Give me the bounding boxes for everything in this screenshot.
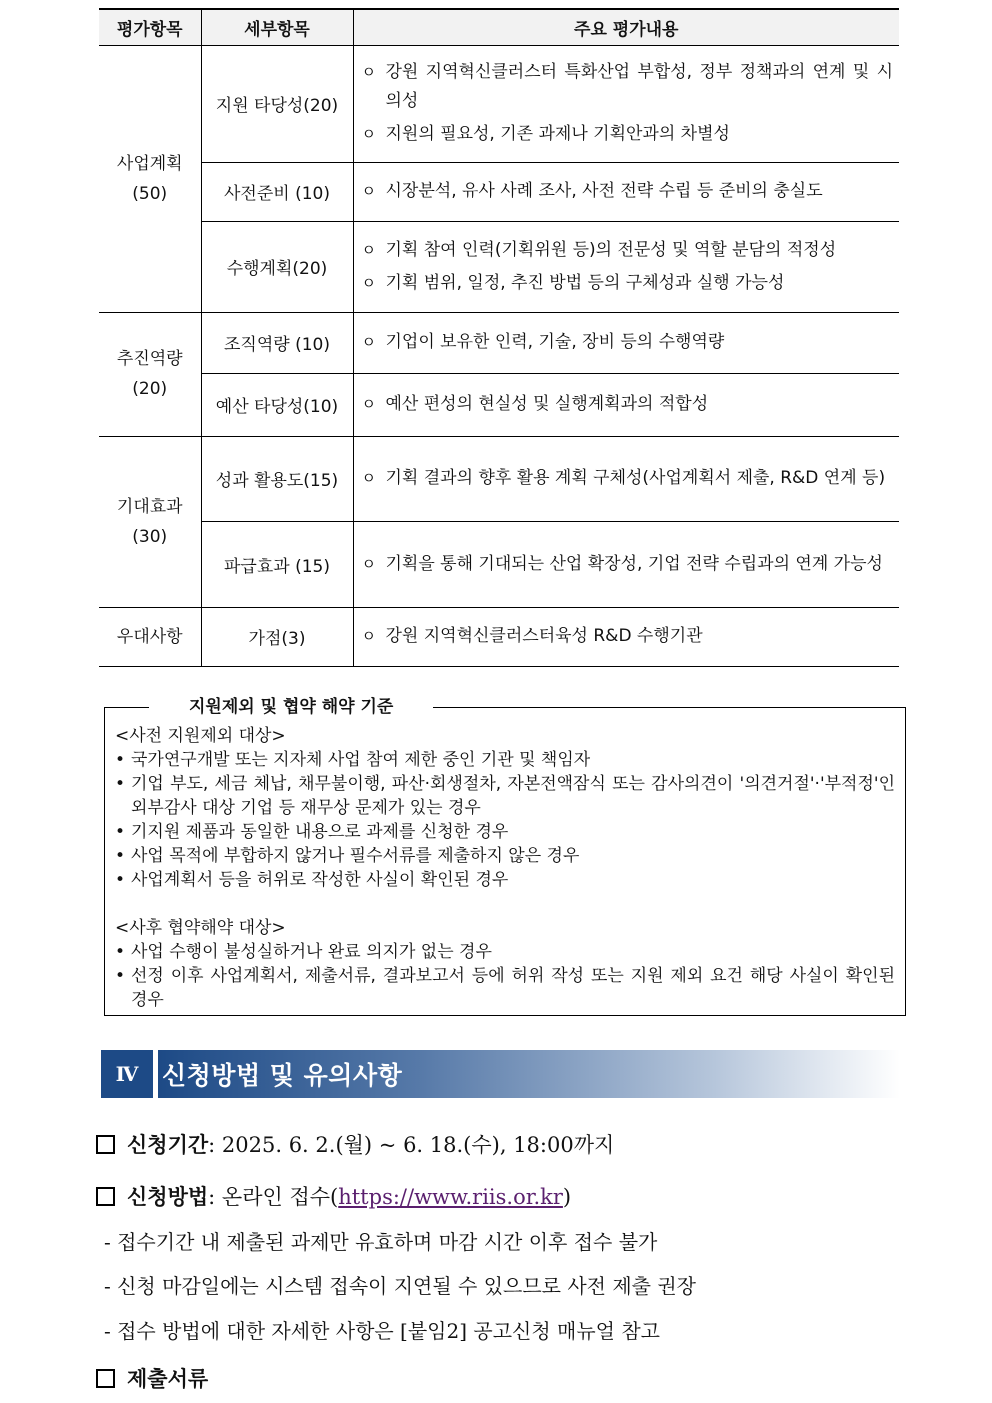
list-item: • 선정 이후 사업계획서, 제출서류, 결과보고서 등에 허위 작성 또는 지원 제외 요건 해당 사실이 확인된 경우 <box>115 966 895 1010</box>
list-item: • 기지원 제품과 동일한 내용으로 과제를 신청한 경우 <box>115 822 509 842</box>
subitem-cell: 예산 타당성(10) <box>201 373 353 436</box>
subitem-cell: 가점(3) <box>201 607 353 666</box>
table-row <box>99 162 899 221</box>
table-row <box>99 436 899 521</box>
content-cell <box>353 312 899 373</box>
category-name: 기대효과 <box>116 496 183 517</box>
bullet-dot-icon: • <box>115 942 126 962</box>
table-header-row <box>99 9 899 45</box>
bullet-dot-icon: • <box>115 774 126 794</box>
content-item: ㅇ 예산 편성의 현실성 및 실행계획과의 적합성 <box>362 390 894 419</box>
subitem-cell: 수행계획(20) <box>201 221 353 312</box>
bullet-icon: ㅇ <box>361 125 376 143</box>
documents-label: 제출서류 <box>127 1366 209 1391</box>
note-item: - 신청 마감일에는 시스템 접속이 지연될 수 있으므로 사전 제출 권장 <box>104 1274 696 1298</box>
table-row <box>99 373 899 436</box>
category-cell <box>99 312 201 436</box>
bullet-dot-icon: • <box>115 846 126 866</box>
bullet-icon: ㅇ <box>361 240 376 259</box>
bullet-icon: ㅇ <box>361 554 376 573</box>
bullet-icon: ㅇ <box>361 63 376 81</box>
content-item: ㅇ 기업이 보유한 인력, 기술, 장비 등의 수행역량 <box>362 328 894 357</box>
riis-website-link[interactable]: https://www.riis.or.kr <box>338 1185 563 1209</box>
list-item: • 국가연구개발 또는 지자체 사업 참여 제한 중인 기관 및 책임자 <box>115 750 591 770</box>
bullet-dot-icon: • <box>115 750 126 770</box>
table-row <box>99 312 899 373</box>
period-label: 신청기간 <box>127 1132 209 1157</box>
bullet-icon: ㅇ <box>361 395 376 413</box>
content-item: ㅇ 강원 지역혁신클러스터 특화산업 부합성, 정부 정책과의 연계 및 시의성 <box>362 58 894 116</box>
table-row <box>99 607 899 666</box>
submission-documents <box>96 1363 208 1393</box>
content-cell <box>353 521 899 607</box>
category-cell <box>99 607 201 666</box>
subitem-cell: 성과 활용도(15) <box>201 436 353 521</box>
content-item: ㅇ 시장분석, 유사 사례 조사, 사전 전략 수립 등 준비의 충실도 <box>362 177 894 206</box>
bullet-dot-icon: • <box>115 822 126 842</box>
category-score: (30) <box>132 526 168 547</box>
header-subitem: 세부항목 <box>201 9 353 45</box>
content-cell <box>353 373 899 436</box>
list-item: • 사업계획서 등을 허위로 작성한 사실이 확인된 경우 <box>115 870 509 890</box>
subitem-cell: 지원 타당성(20) <box>201 45 353 162</box>
period-value: : 2025. 6. 2.(월) ~ 6. 18.(수), 18:00까지 <box>208 1133 615 1157</box>
header-category: 평가항목 <box>99 9 201 45</box>
category-name: 사업계획 <box>116 153 183 174</box>
bullet-icon: ㅇ <box>361 333 376 351</box>
content-item: ㅇ 지원의 필요성, 기존 과제나 기획안과의 차별성 <box>362 120 894 149</box>
section-header <box>158 1050 900 1098</box>
list-item: • 사업 목적에 부합하지 않거나 필수서류를 제출하지 않은 경우 <box>115 846 580 866</box>
subitem-cell: 파급효과 (15) <box>201 521 353 607</box>
bullet-dot-icon: • <box>115 966 126 986</box>
category-score: (50) <box>132 183 168 204</box>
method-label: 신청방법 <box>127 1184 209 1209</box>
bullet-icon: ㅇ <box>361 182 376 200</box>
criteria-box <box>104 697 906 1016</box>
content-item: ㅇ 기획 범위, 일정, 추진 방법 등의 구체성과 실행 가능성 <box>362 269 894 298</box>
category-cell <box>99 436 201 607</box>
bullet-dot-icon: • <box>115 870 126 890</box>
bullet-icon: ㅇ <box>361 627 376 645</box>
section-number: Ⅳ <box>101 1050 153 1098</box>
checkbox-square-icon <box>96 1135 115 1154</box>
note-item: - 접수 방법에 대한 자세한 사항은 [붙임2] 공고신청 매뉴얼 참고 <box>104 1319 660 1343</box>
pre-exclusion-heading: <사전 지원제외 대상> <box>115 726 286 746</box>
subitem-cell: 사전준비 (10) <box>201 162 353 221</box>
bullet-icon: ㅇ <box>361 469 376 487</box>
section-title: 신청방법 및 유의사항 <box>162 1061 403 1090</box>
checkbox-square-icon <box>96 1369 115 1388</box>
content-item: ㅇ 강원 지역혁신클러스터육성 R&D 수행기관 <box>362 622 894 651</box>
method-close: ) <box>562 1185 572 1209</box>
table-row <box>99 221 899 312</box>
category-cell <box>99 45 201 312</box>
content-cell <box>353 607 899 666</box>
content-item: ㅇ 기획을 통해 기대되는 산업 확장성, 기업 전략 수립과의 연계 가능성 <box>362 550 894 579</box>
subitem-cell: 조직역량 (10) <box>201 312 353 373</box>
checkbox-square-icon <box>96 1187 115 1206</box>
post-termination-heading: <사후 협약해약 대상> <box>115 918 286 938</box>
content-item: ㅇ 기획 결과의 향후 활용 계획 구체성(사업계획서 제출, R&D 연계 등) <box>362 464 894 493</box>
list-item: • 사업 수행이 불성실하거나 완료 의지가 없는 경우 <box>115 942 492 962</box>
note-item: - 접수기간 내 제출된 과제만 유효하며 마감 시간 이후 접수 불가 <box>104 1230 658 1254</box>
evaluation-table <box>99 8 899 667</box>
content-item: ㅇ 기획 참여 인력(기획위원 등)의 전문성 및 역할 분담의 적정성 <box>362 236 894 265</box>
category-score: (20) <box>132 379 168 399</box>
application-period <box>96 1129 614 1159</box>
table-row <box>99 521 899 607</box>
content-cell <box>353 221 899 312</box>
category-name: 추진역량 <box>116 349 183 369</box>
content-cell <box>353 436 899 521</box>
table-row <box>99 45 899 162</box>
method-value: : 온라인 접수( <box>208 1185 339 1209</box>
list-item: • 기업 부도, 세금 체납, 채무불이행, 파산·회생절차, 자본전액잠식 또는 감사의견이 '의견거절'·'부적정'인 외부감사 대상 기업 등 재무상 문제가 있는 경우 <box>115 774 895 818</box>
category-name: 우대사항 <box>116 626 183 647</box>
content-cell <box>353 45 899 162</box>
criteria-title: 지원제외 및 협약 해약 기준 <box>149 695 433 719</box>
content-cell <box>353 162 899 221</box>
application-method <box>96 1181 571 1211</box>
header-content: 주요 평가내용 <box>353 9 899 45</box>
bullet-icon: ㅇ <box>361 273 376 292</box>
